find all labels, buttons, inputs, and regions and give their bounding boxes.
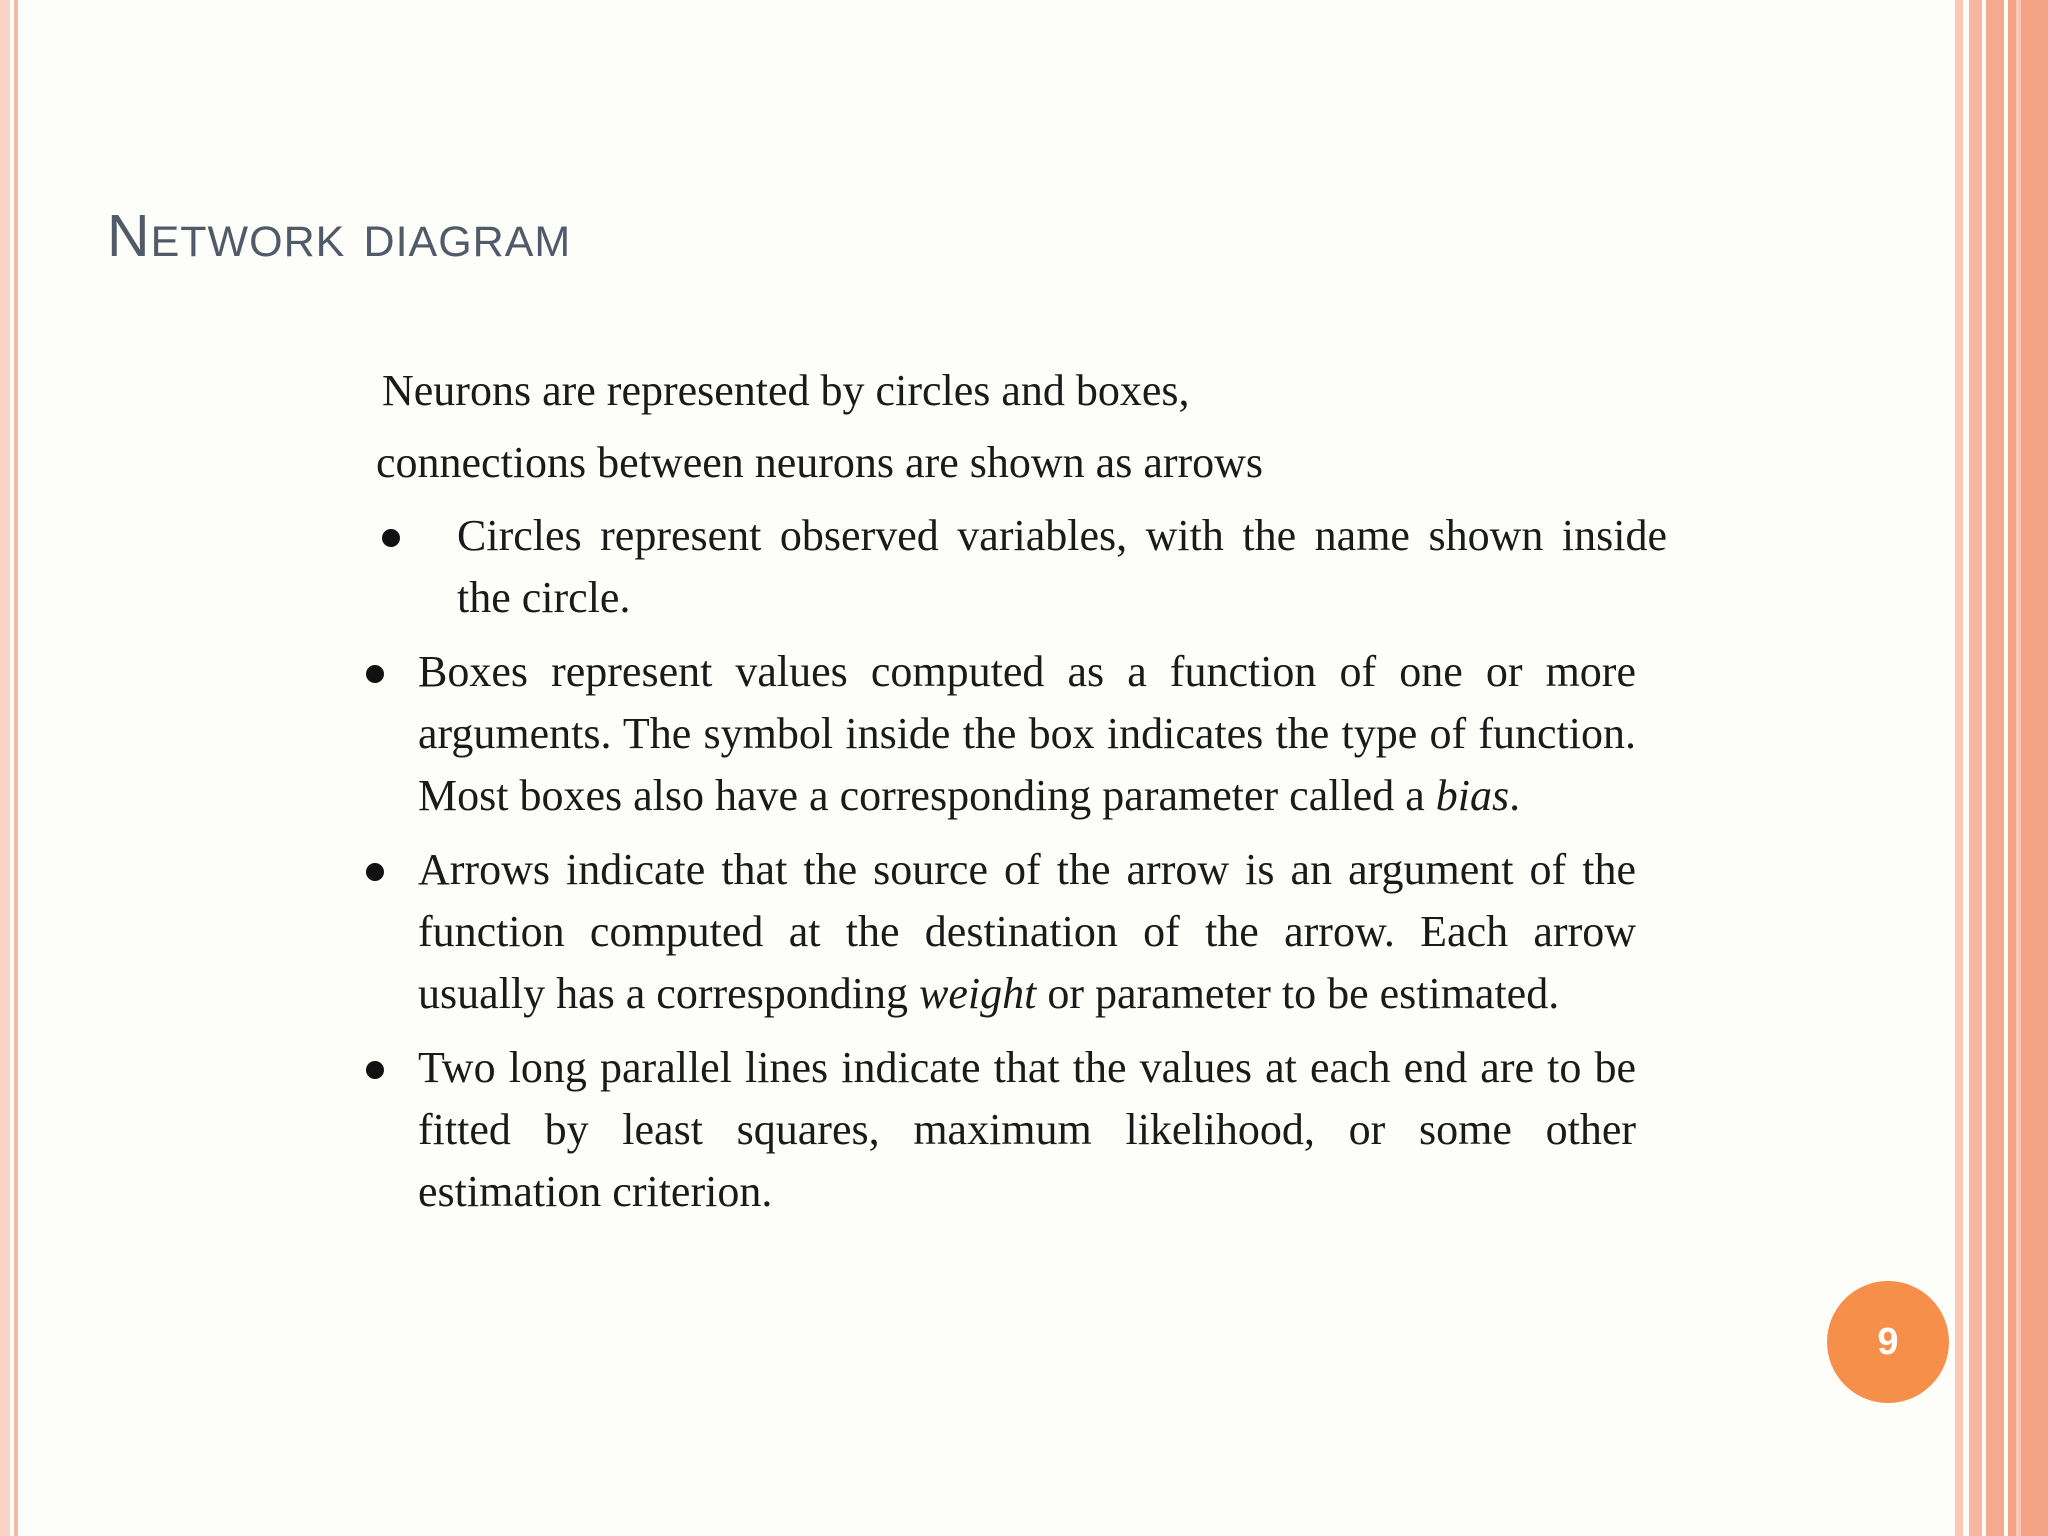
intro-line-1: Neurons are represented by circles and boxes, bbox=[382, 366, 1190, 415]
bullet-item-circles bbox=[382, 505, 2033, 629]
bullet-text-main: Boxes represent values computed as a function of one or more arguments. The symbol inside the box indicates the type of function. Most boxes also have a corresponding parameter called a bbox=[418, 647, 1636, 820]
right-border-stripe-b bbox=[1969, 0, 1982, 1536]
left-border-stripe bbox=[14, 0, 18, 1536]
bullet-text bbox=[360, 641, 1636, 827]
bullet-text-after: or parameter to be estimated. bbox=[1036, 969, 1560, 1018]
right-border-stripe-a bbox=[1955, 0, 1963, 1536]
bullet-item-arrows bbox=[360, 839, 1660, 1025]
bullet-emphasis-weight: weight bbox=[919, 969, 1037, 1018]
intro-line-2: connections between neurons are shown as arrows bbox=[376, 438, 1264, 487]
bullet-list bbox=[360, 505, 1667, 1223]
right-border-stripe-e bbox=[2016, 0, 2021, 1536]
bullet-text: Circles represent observed variables, with the name shown inside the circle. bbox=[457, 511, 1667, 622]
intro-paragraph bbox=[376, 355, 1660, 499]
bullet-dot-icon bbox=[366, 1061, 384, 1079]
page-number: 9 bbox=[1877, 1320, 1899, 1363]
bullet-text-before: Arrows indicate that the source of the arrow is an argument of the function computed at the destination of the arrow. Each arrow usually has a corresponding bbox=[418, 845, 1636, 1018]
page-number-badge bbox=[1827, 1281, 1949, 1403]
right-border-stripe-d bbox=[2008, 0, 2048, 1536]
left-border-decoration bbox=[0, 0, 10, 1536]
bullet-dot-icon bbox=[382, 529, 400, 547]
bullet-item-boxes bbox=[360, 641, 1660, 827]
bullet-emphasis-bias: bias bbox=[1435, 771, 1510, 820]
right-border-stripe-c bbox=[1986, 0, 2004, 1536]
bullet-dot-icon bbox=[366, 665, 384, 683]
slide-title: network diagram bbox=[107, 180, 572, 274]
slide-content bbox=[360, 355, 1667, 1235]
bullet-text: Two long parallel lines indicate that the values at each end are to be fitted by least squares, maximum likelihood, or some other estimation criterion. bbox=[418, 1043, 1636, 1216]
bullet-dot-icon bbox=[366, 863, 384, 881]
bullet-text bbox=[360, 839, 1636, 1025]
bullet-text-tail: . bbox=[1509, 771, 1521, 820]
bullet-item-parallel-lines bbox=[360, 1037, 1660, 1223]
